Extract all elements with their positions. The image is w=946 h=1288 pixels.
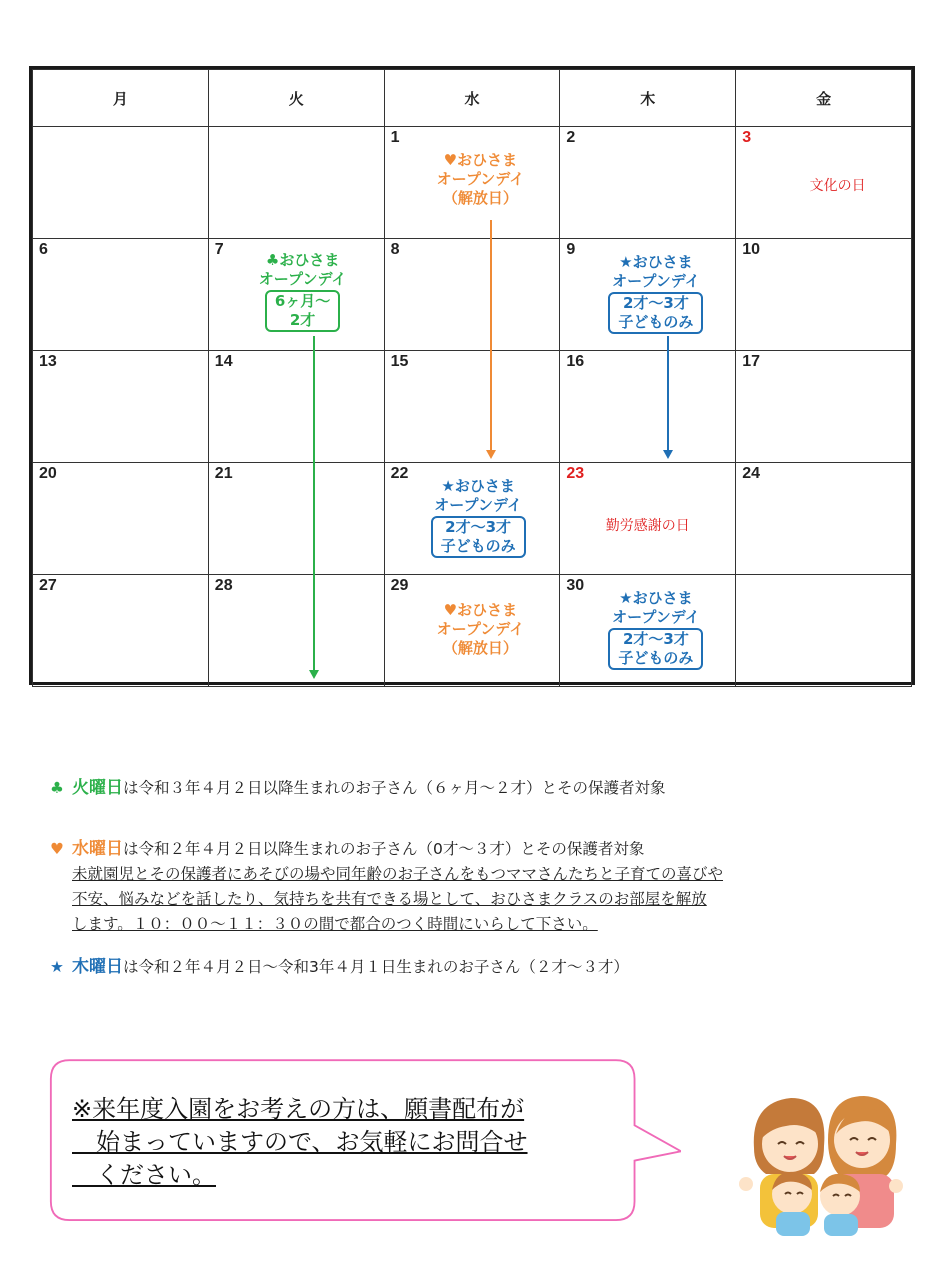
day-cell xyxy=(384,127,560,239)
legend-day: 木曜日 xyxy=(72,957,123,977)
weekday-wed: 水 xyxy=(384,70,560,127)
family-illustration xyxy=(736,1088,906,1238)
event-title: ♥おひさま xyxy=(443,151,518,169)
day-number: 28 xyxy=(214,577,233,594)
legend-text: は令和２年４月２日以降生まれのお子さん（0才～３才）とその保護者対象 xyxy=(123,840,645,858)
day-number: 6 xyxy=(39,241,48,258)
weekday-header-row xyxy=(33,70,912,127)
notice-line: ください。 xyxy=(72,1161,216,1189)
event-age-bracket xyxy=(431,516,526,558)
day-number: 15 xyxy=(390,353,409,370)
event-age-bracket xyxy=(265,290,340,332)
day-number: 29 xyxy=(390,577,409,594)
event-title: ★おひさま xyxy=(619,589,693,607)
day-number: 13 xyxy=(39,353,57,370)
legend-day: 火曜日 xyxy=(72,778,123,798)
week-row xyxy=(33,575,912,687)
event-age-bracket xyxy=(608,292,703,334)
legend-text: は令和２年４月２日～令和3年４月１日生まれのお子さん（２才～３才） xyxy=(123,958,629,976)
day-number: 30 xyxy=(566,577,585,594)
week-row xyxy=(33,127,912,239)
day-number: 3 xyxy=(742,129,752,146)
day-cell xyxy=(33,463,209,575)
event-age-range: 2才～3才 xyxy=(622,630,689,648)
day-number: 17 xyxy=(742,353,760,370)
day-cell xyxy=(208,463,384,575)
event-title: ♥おひさま xyxy=(443,601,518,619)
event-age-range: 6ヶ月～ xyxy=(274,292,331,310)
weekday-tue: 火 xyxy=(208,70,384,127)
day-cell xyxy=(384,351,560,463)
day-cell xyxy=(560,351,736,463)
week-row xyxy=(33,239,912,351)
legend-day: 水曜日 xyxy=(72,839,123,859)
event-open-day-thu xyxy=(608,589,703,670)
event-title: ★おひさま xyxy=(619,253,693,271)
event-open-day-wed xyxy=(437,601,525,658)
day-cell xyxy=(208,575,384,687)
event-title: ★おひさま xyxy=(441,477,515,495)
notice-line: ※来年度入園をお考えの方は、願書配布が xyxy=(72,1095,525,1123)
day-number: 27 xyxy=(39,577,57,594)
weekday-fri: 金 xyxy=(736,70,912,127)
day-cell xyxy=(208,351,384,463)
day-number: 16 xyxy=(566,353,585,370)
day-cell xyxy=(560,127,736,239)
event-age-max: 2才 xyxy=(289,311,316,329)
event-subtitle: オープンデイ xyxy=(612,608,700,626)
day-cell xyxy=(736,463,912,575)
event-open-day-thu xyxy=(608,253,703,334)
event-open-day-tue xyxy=(259,251,347,332)
legend-note-line: します。１０：００～１１：３０の間で都合のつく時間にいらして下さい。 xyxy=(72,915,598,933)
day-number: 24 xyxy=(742,465,760,482)
day-cell xyxy=(736,127,912,239)
day-cell xyxy=(208,127,384,239)
star-icon: ★ xyxy=(50,958,64,976)
day-cell xyxy=(384,239,560,351)
event-title: ♣おひさま xyxy=(265,251,340,269)
day-number: 7 xyxy=(214,241,224,258)
day-cell xyxy=(33,127,209,239)
day-cell xyxy=(736,239,912,351)
day-number: 8 xyxy=(390,241,400,258)
holiday-label: 文化の日 xyxy=(809,178,866,194)
legend-note-line: 不安、悩みなどを話したり、気持ちを共有できる場として、おひさまクラスのお部屋を解放 xyxy=(72,890,707,908)
day-cell xyxy=(384,463,560,575)
calendar xyxy=(29,66,915,685)
legend-text: は令和３年４月２日以降生まれのお子さん（６ヶ月～２才）とその保護者対象 xyxy=(123,779,666,797)
day-number: 1 xyxy=(390,129,400,146)
day-cell xyxy=(736,351,912,463)
legend-thursday xyxy=(50,955,629,980)
event-subtitle: オープンデイ xyxy=(258,270,347,288)
day-number: 9 xyxy=(566,241,576,258)
day-number: 23 xyxy=(566,465,585,482)
day-cell xyxy=(560,575,736,687)
calendar-table xyxy=(32,69,912,687)
legend-tuesday xyxy=(50,776,666,801)
event-age-range: 2才～3才 xyxy=(622,294,689,312)
enrollment-notice xyxy=(72,1093,528,1192)
heart-icon: ♥ xyxy=(50,840,64,858)
event-open-day-thu xyxy=(431,477,526,558)
holiday-label: 勤労感謝の日 xyxy=(605,518,690,534)
day-cell xyxy=(33,351,209,463)
event-children-only: 子どものみ xyxy=(618,649,694,667)
event-note: （解放日） xyxy=(442,189,518,207)
day-number: 20 xyxy=(39,465,57,482)
event-subtitle: オープンデイ xyxy=(612,272,700,290)
day-number: 14 xyxy=(214,353,233,370)
legend-note-line: 未就園児とその保護者にあそびの場や同年齢のお子さんをもつママさんたちと子育ての喜びや xyxy=(72,865,724,883)
event-subtitle: オープンデイ xyxy=(436,620,525,638)
day-cell xyxy=(208,239,384,351)
day-number: 2 xyxy=(566,129,576,146)
event-age-bracket xyxy=(608,628,703,670)
notice-line: 始まっていますので、お気軽にお問合せ xyxy=(72,1128,528,1156)
event-children-only: 子どものみ xyxy=(440,537,516,555)
week-row xyxy=(33,351,912,463)
weekday-mon: 月 xyxy=(33,70,209,127)
clover-icon: ♣ xyxy=(50,779,64,797)
day-cell xyxy=(560,239,736,351)
day-cell xyxy=(384,575,560,687)
weekday-thu: 木 xyxy=(560,70,736,127)
day-cell xyxy=(736,575,912,687)
event-subtitle: オープンデイ xyxy=(436,170,525,188)
day-cell xyxy=(560,463,736,575)
day-cell xyxy=(33,239,209,351)
event-age-range: 2才～3才 xyxy=(445,518,512,536)
day-cell xyxy=(33,575,209,687)
day-number: 22 xyxy=(390,465,409,482)
legend-wednesday xyxy=(50,837,723,937)
event-subtitle: オープンデイ xyxy=(434,496,522,514)
week-row xyxy=(33,463,912,575)
event-children-only: 子どものみ xyxy=(618,313,694,331)
event-open-day-wed xyxy=(437,151,525,208)
event-note: （解放日） xyxy=(442,639,518,657)
day-number: 10 xyxy=(742,241,760,258)
day-number: 21 xyxy=(214,465,233,482)
